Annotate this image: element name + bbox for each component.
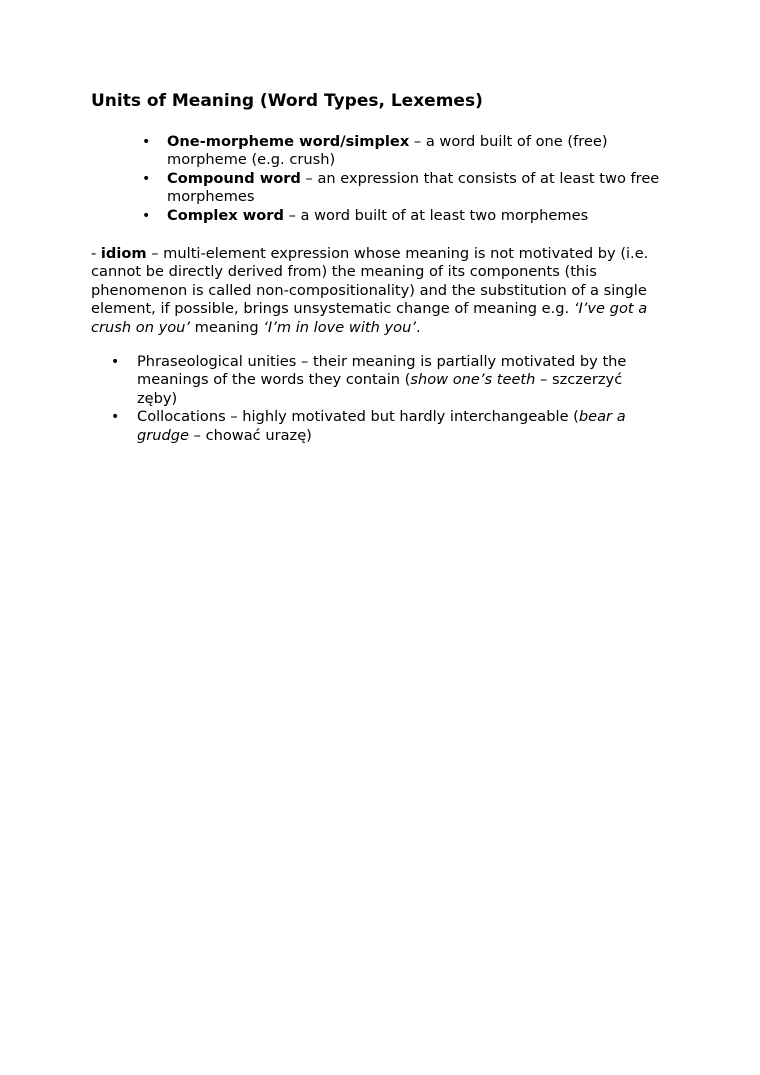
bullet-icon: • <box>142 207 151 224</box>
list-item <box>142 206 662 225</box>
bullet-icon: • <box>142 134 151 150</box>
bullet-icon: • <box>111 354 120 370</box>
bullet-icon: • <box>142 170 151 187</box>
list-item <box>142 133 662 170</box>
idiom-definition: – multi-element expression whose meaning is not motivated by (i.e. cannot be directly derived from) the meaning of its components (this phenomenon is called non-compositionality) and the substitution of a single element, if possible, brings unsystematic change of meaning e.g. <box>91 245 649 318</box>
word-types-list <box>142 133 662 225</box>
idiom-types-list <box>111 353 662 445</box>
list-item <box>111 353 662 408</box>
item-example: bear a grudge <box>137 408 626 444</box>
idiom-meaning-word: meaning <box>190 318 264 336</box>
bullet-icon: • <box>111 409 120 426</box>
idiom-end: . <box>415 318 421 336</box>
idiom-dash: - <box>91 245 101 262</box>
term: One-morpheme word/simplex <box>167 133 410 150</box>
item-after: – chować urazę) <box>189 426 312 444</box>
idiom-example: ‘I’ve got a crush on you’ <box>91 300 648 336</box>
list-item <box>142 169 662 207</box>
definition: – an expression that consists of at least two free morphemes <box>167 169 660 206</box>
idiom-paragraph <box>91 245 666 337</box>
definition: – a word built of one (free) morpheme (e.g. crush) <box>167 133 608 169</box>
list-item <box>111 408 662 445</box>
item-text: Phraseological unities – their meaning is partially motivated by the meanings of the words they contain ( <box>137 353 627 389</box>
item-example: show one’s teeth <box>410 371 536 389</box>
item-after: – szczerzyć zęby) <box>137 371 623 407</box>
item-text: Collocations – highly motivated but hardly interchangeable ( <box>137 408 579 426</box>
term: Compound word <box>167 169 301 187</box>
idiom-meaning: ‘I’m in love with you’ <box>263 318 416 336</box>
definition: – a word built of at least two morphemes <box>283 206 589 224</box>
term: Complex word <box>167 206 284 224</box>
idiom-term: idiom <box>100 245 147 262</box>
page-title: Units of Meaning (Word Types, Lexemes) <box>91 91 483 111</box>
